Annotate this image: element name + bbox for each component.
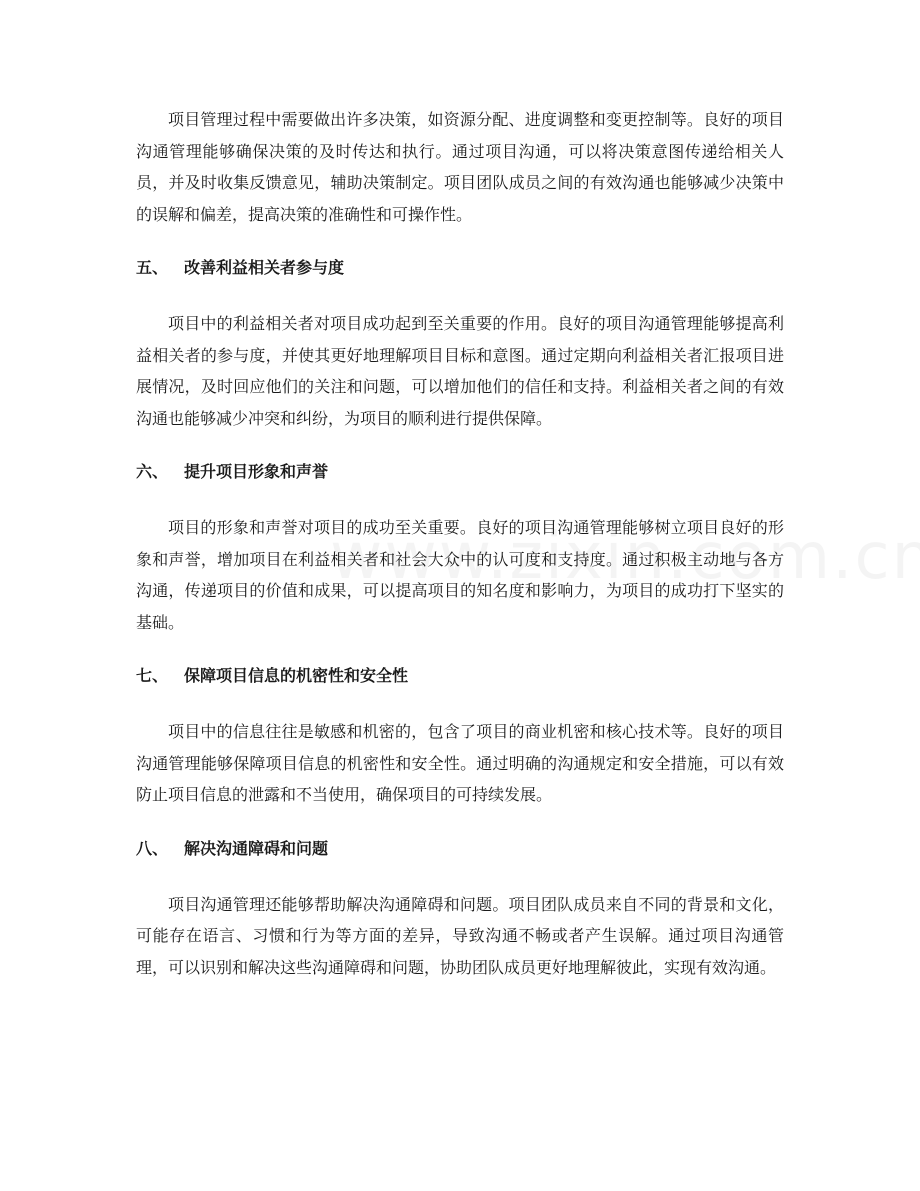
section-number: 六、 [136,462,169,481]
section-number: 五、 [136,258,169,277]
section-body-5: 项目中的利益相关者对项目成功起到至关重要的作用。良好的项目沟通管理能够提高利益相关者的参与度，并使其更好地理解项目目标和意图。通过定期向利益相关者汇报项目进展情况，及时回应他们的关注和问题，可以增加他们的信任和支持。利益相关者之间的有效沟通也能够减少冲突和纠纷，为项目的顺利进行提供保障。 [136,314,784,428]
section-heading-5 [136,256,784,280]
section-heading-6 [136,460,784,484]
intro-paragraph: 项目管理过程中需要做出许多决策，如资源分配、进度调整和变更控制等。良好的项目沟通管理能够确保决策的及时传达和执行。通过项目沟通，可以将决策意图传递给相关人员，并及时收集反馈意见，辅助决策制定。项目团队成员之间的有效沟通也能够减少决策中的误解和偏差，提高决策的准确性和可操作性。 [136,110,784,224]
section-number: 八、 [136,838,169,858]
section-heading-7 [136,664,784,688]
section-body-6: 项目的形象和声誉对项目的成功至关重要。良好的项目沟通管理能够树立项目良好的形象和声誉，增加项目在利益相关者和社会大众中的认可度和支持度。通过积极主动地与各方沟通，传递项目的价值和成果，可以提高项目的知名度和影响力，为项目的成功打下坚实的基础。 [136,518,784,632]
section-number: 七、 [136,666,169,685]
section-body-7: 项目中的信息往往是敏感和机密的，包含了项目的商业机密和核心技术等。良好的项目沟通管理能够保障项目信息的机密性和安全性。通过明确的沟通规定和安全措施，可以有效防止项目信息的泄露和不当使用，确保项目的可持续发展。 [136,722,784,804]
section-title: 改善利益相关者参与度 [184,258,345,277]
section-title: 保障项目信息的机密性和安全性 [184,666,409,685]
section-title: 解决沟通障碍和问题 [184,838,329,858]
section-heading-8 [136,837,784,861]
section-title: 提升项目形象和声誉 [184,462,329,481]
document-page [136,104,784,983]
section-body-8: 项目沟通管理还能够帮助解决沟通障碍和问题。项目团队成员来自不同的背景和文化，可能存在语言、习惯和行为等方面的差异，导致沟通不畅或者产生误解。通过项目沟通管理，可以识别和解决这些沟通障碍和问题，协助团队成员更好地理解彼此，实现有效沟通。 [136,894,784,977]
